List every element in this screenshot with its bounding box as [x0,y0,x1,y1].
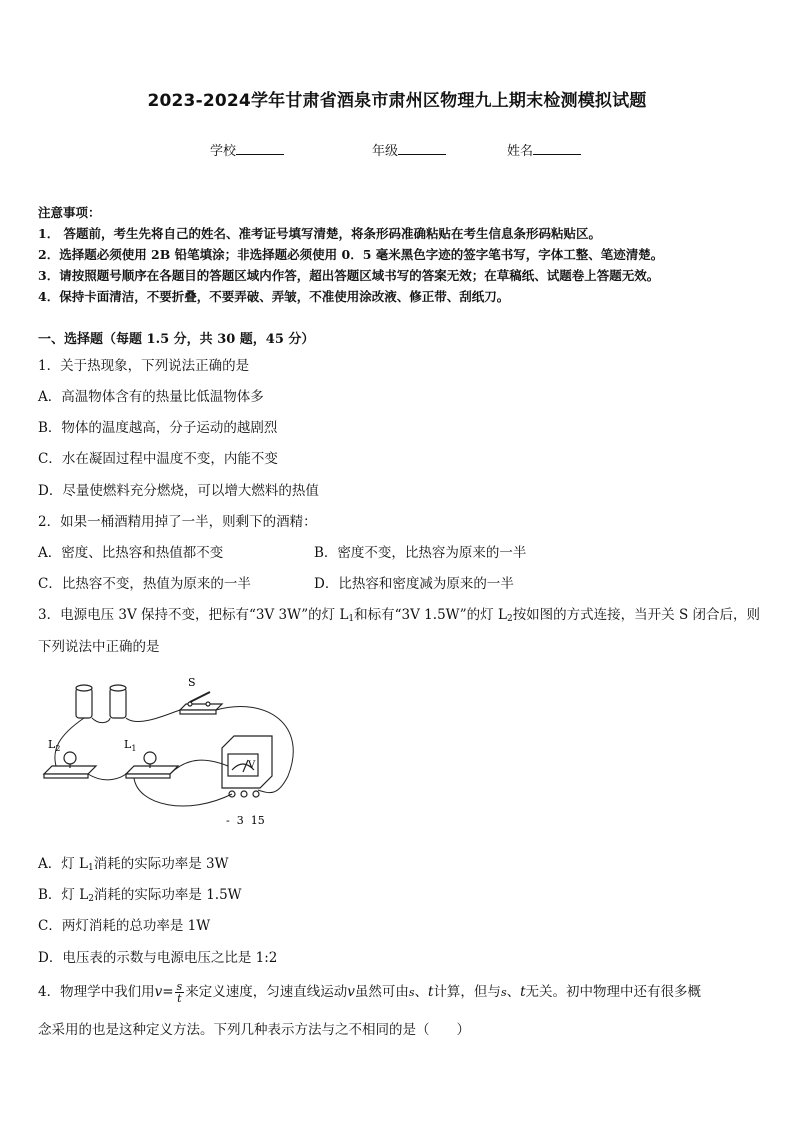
lamp-l2-label: $L_2$ [48,738,61,753]
school-field[interactable] [210,140,284,159]
name-label: 姓名 [507,144,534,159]
grade-field[interactable] [372,140,446,159]
q2-option-a[interactable]: A．密度、比热容和热值都不变 [38,545,224,561]
section-heading: 一、选择题（每题 1.5 分，共 30 题，45 分） [38,332,315,347]
page-title: 2023-2024学年甘肃省酒泉市肃州区物理九上期末检测模拟试题 [147,91,647,111]
notice-item: 4．保持卡面清洁，不要折叠，不要弄破、弄皱，不准使用涂改液、修正带、刮纸刀。 [38,289,510,304]
voltmeter-label: V [248,760,256,771]
q1-option-b[interactable]: B．物体的温度越高，分子运动的越剧烈 [38,420,278,436]
q2-stem: 2．如果一桶酒精用掉了一半，则剩下的酒精： [38,514,317,530]
speed-fraction: $\frac{s}{t}$ [176,980,183,1005]
notice-heading: 注意事项： [38,205,101,220]
q3-option-d[interactable]: D．电压表的示数与电源电压之比是 1:2 [38,950,278,966]
school-label: 学校 [210,144,237,159]
switch-icon [180,692,222,714]
q4-stem-line2: 念采用的也是这种定义方法。下列几种表示方法与之不相同的是（ ） [38,1022,470,1038]
q1-option-a[interactable]: A．高温物体含有的热量比低温物体多 [38,389,264,405]
name-field[interactable] [507,140,581,159]
q3-stem: 3．电源电压 3V 保持不变，把标有“3V 3W”的灯 $L_1$和标有“3V 1.5W”的灯 $L_2$按如图的方式连接，当开关 S 闭合后，则 [38,607,761,624]
q3-option-a[interactable]: A．灯 $L_1$消耗的实际功率是 3W [38,856,229,873]
q1-stem: 1．关于热现象，下列说法正确的是 [38,358,250,374]
q3-option-c[interactable]: C．两灯消耗的总功率是 1W [38,918,211,934]
grade-blank[interactable] [398,140,446,155]
q2-option-d[interactable]: D．比热容和密度减为原来的一半 [314,576,514,592]
student-info [0,140,794,160]
lamp-l1-label: $L_1$ [124,738,137,753]
q1-option-c[interactable]: C．水在凝固过程中温度不变，内能不变 [38,451,278,467]
q3-stem-line2: 下列说法中正确的是 [38,639,160,655]
switch-label: S [188,676,196,689]
notice-item: 2．选择题必须使用 2B 铅笔填涂；非选择题必须使用 0．5 毫米黑色字迹的签字笔书写，字体工整、笔迹清楚。 [38,247,664,262]
school-blank[interactable] [236,140,284,155]
q3-option-b[interactable]: B．灯 $L_2$消耗的实际功率是 1.5W [38,887,242,904]
voltmeter-icon [222,736,272,797]
circuit-diagram [38,666,300,836]
notice-item: 3．请按照题号顺序在各题目的答题区域内作答，超出答题区域书写的答案无效；在草稿纸、试题卷上答题无效。 [38,268,660,283]
voltmeter-terminals: - 3 15 [226,814,265,827]
q2-option-b[interactable]: B．密度不变，比热容为原来的一半 [314,545,527,561]
name-blank[interactable] [533,140,581,155]
q4-stem: 4．物理学中我们用v= $\frac{s}{t}$ 来定义速度，匀速直线运动v虽然可由s、t计算，但与s、t无关。初中物理中还有很多概 [38,980,702,1005]
q1-option-d[interactable]: D．尽量使燃料充分燃烧，可以增大燃料的热值 [38,483,319,499]
notice-item: 1． 答题前，考生先将自己的姓名、准考证号填写清楚，将条形码准确粘贴在考生信息条形码粘贴区。 [38,226,602,241]
grade-label: 年级 [372,144,399,159]
q2-option-c[interactable]: C．比热容不变，热值为原来的一半 [38,576,251,592]
battery-icon [76,685,126,718]
